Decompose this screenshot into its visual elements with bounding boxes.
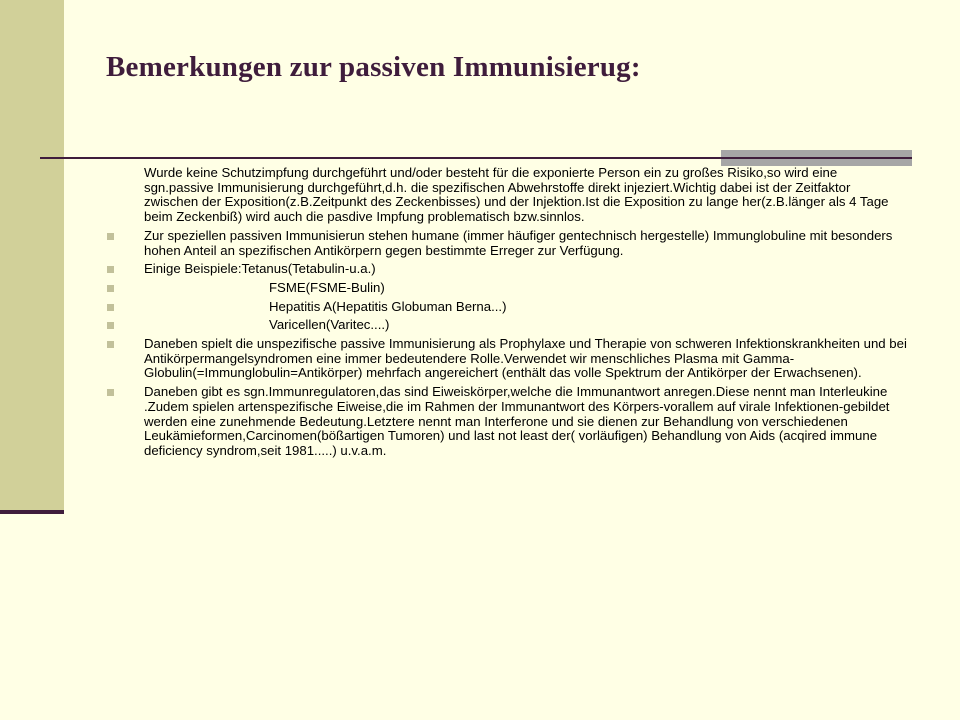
list-item — [107, 281, 907, 296]
sidebar-accent-line — [0, 510, 64, 514]
paragraph-text: Wurde keine Schutzimpfung durchgeführt und/oder besteht für die exponierte Person ein zu großes Risiko,so wird eine sgn.passive Immunisierung durchgeführt,d.h. die spezifischen Abwehrstoffe direkt injeziert.Wichtig dabei ist der Zeitfaktor zwischen der Exposition(z.B.Zeitpunkt des Zeckenbisses) und der Injektion.Ist die Exposition zu lange her(z.B.länger als 4 Tage beim Zeckenbiß) wird auch die pasdive Impfung problematisch bzw.sinnlos. — [144, 165, 889, 225]
paragraph-text: Hepatitis A(Hepatitis Globuman Berna...) — [269, 298, 507, 314]
paragraph-text: Varicellen(Varitec....) — [269, 317, 390, 333]
bullet-icon — [107, 304, 114, 311]
list-item — [107, 262, 907, 277]
bullet-icon — [107, 341, 114, 348]
bullet-icon — [107, 266, 114, 273]
bullet-icon — [107, 285, 114, 292]
paragraph-text: Daneben gibt es sgn.Immunregulatoren,das sind Eiweiskörper,welche die Immunantwort anregen.Diese nennt man Interleukine .Zudem spielen artenspezifische Eiweise,die im Rahmen der Immunantwort des Körpers-vorallem auf virale Infektionen-gebildet werden eine zunehmende Bedeutung.Letztere nennt man Interferone und sie dienen zur Behandlung von verschiedenen Leukämieformen,Carcinomen(bößartigen Tumoren) und last not least der( vorläufigen) Behandlung von Aids (acqired immune deficiency syndrom,seit 1981.....) u.v.a.m. — [144, 384, 890, 458]
paragraph-text: Daneben spielt die unspezifische passive Immunisierung als Prophylaxe und Therapie von schweren Infektionskrankheiten und bei Antikörpermangelsyndromen eine immer bedeutendere Rolle.Verwendet wir menschliches Plasma mit Gamma-Globulin(=Immunglobulin=Antikörper) mehrfach angereichert (enthält das volle Spektrum der Antikörper der Erwachsenen). — [144, 336, 907, 381]
slide-body — [107, 166, 907, 463]
bullet-icon — [107, 389, 114, 396]
bullet-icon — [107, 233, 114, 240]
paragraph-text: Einige Beispiele:Tetanus(Tetabulin-u.a.) — [144, 261, 376, 277]
bullet-icon — [107, 322, 114, 329]
list-item — [107, 385, 907, 459]
slide-title: Bemerkungen zur passiven Immunisierug: — [106, 51, 641, 83]
paragraph-text: Zur speziellen passiven Immunisierun stehen humane (immer häufiger gentechnisch hergestelle) Immunglobuline mit besonders hohen Anteil an spezifischen Antikörpern gegen bestimmte Erreger zur Verfügung. — [144, 227, 893, 258]
list-item — [107, 300, 907, 315]
list-item — [107, 337, 907, 381]
intro-paragraph — [107, 166, 907, 225]
paragraph-text: FSME(FSME-Bulin) — [269, 279, 385, 295]
list-item — [107, 318, 907, 333]
sidebar-decoration — [0, 0, 64, 512]
title-rule-overlay — [721, 157, 912, 159]
list-item — [107, 229, 907, 258]
